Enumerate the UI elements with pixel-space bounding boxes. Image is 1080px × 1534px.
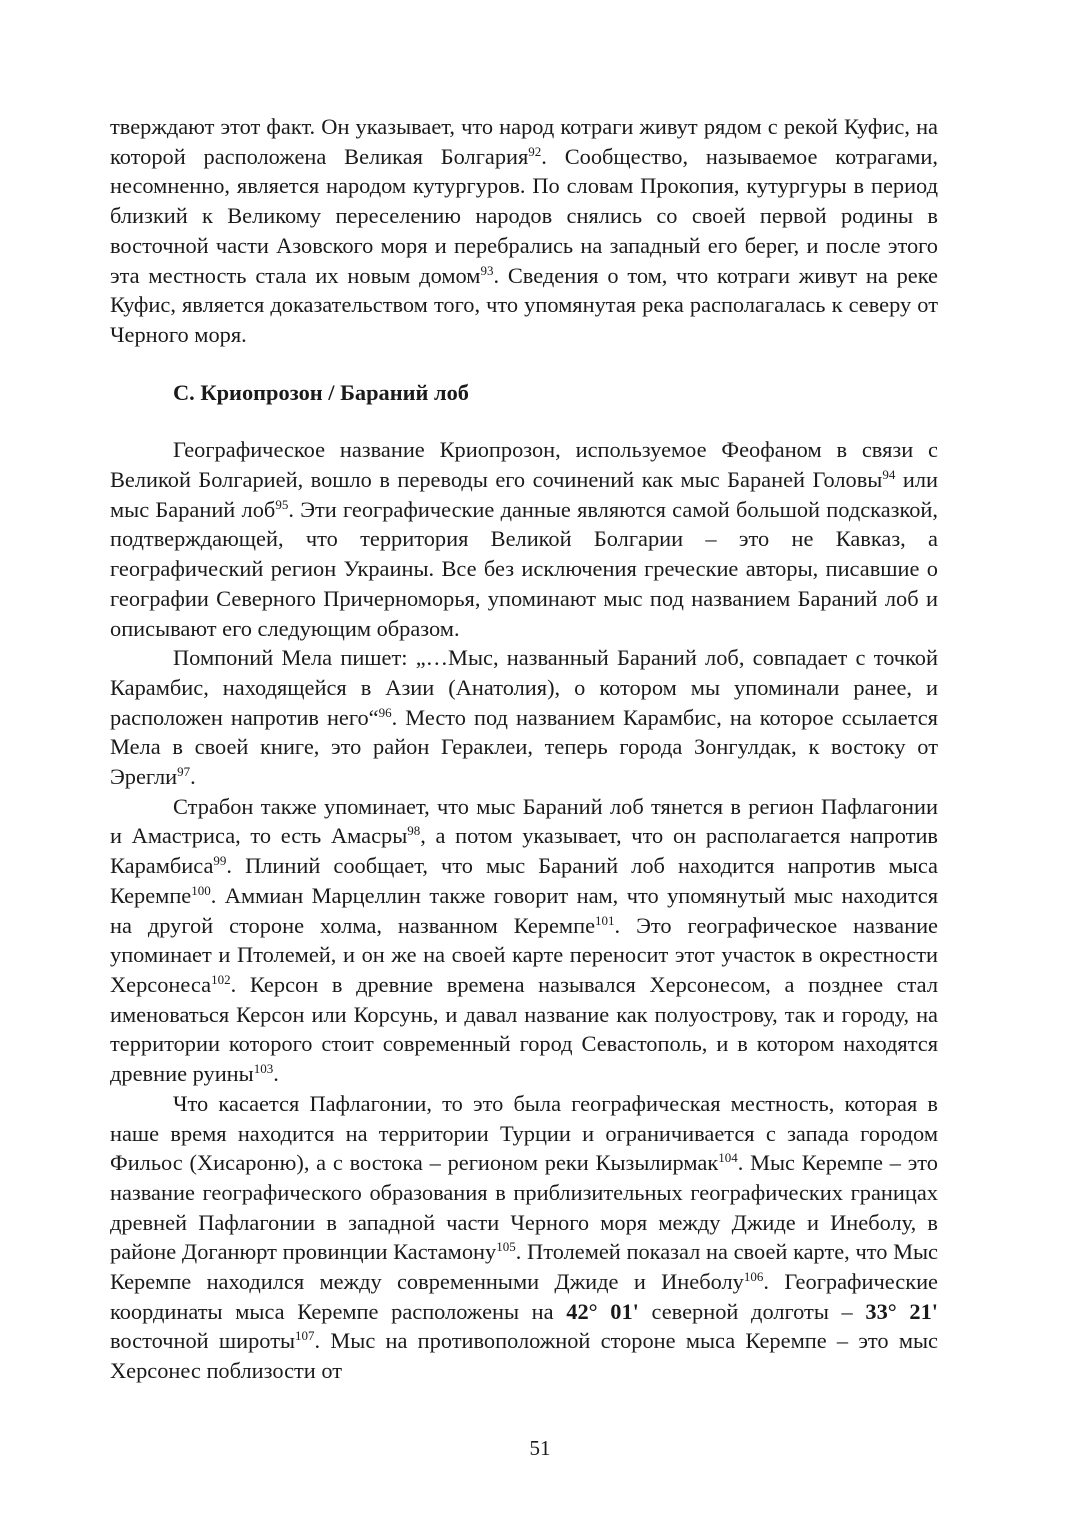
text-run: . Сведения о том, что котраги живут на реке Куфис, является доказательством того, что упомянутая река располагалась к северу от Черного моря.	[110, 262, 938, 347]
body-text	[110, 112, 938, 1386]
coordinate-latitude: 42° 01'	[566, 1298, 639, 1324]
text-run: . Птолемей показал на своей карте, что Мыс Керемпе находился между современными Джиде и Инеболу	[110, 1239, 938, 1295]
paragraph	[110, 792, 938, 1089]
footnote-ref-103: 103	[253, 1061, 274, 1077]
text-run: северной долготы –	[638, 1298, 866, 1324]
text-run: . Географические координаты мыса Керемпе расположены на	[110, 1269, 938, 1324]
text-run: . Это географическое название упоминает и Птолемей, и он же на своей карте переносит этот участок в окрестности Херсонеса	[110, 912, 938, 997]
text-run: . Аммиан Марцеллин также говорит нам, что упомянутый мыс находится на другой стороне холма, названном Керемпе	[110, 882, 938, 938]
footnote-ref-92: 92	[528, 143, 542, 159]
text-run: . Плиний сообщает, что мыс Бараний лоб находится напротив мыса Керемпе	[110, 853, 938, 908]
footnote-ref-105: 105	[496, 1239, 516, 1255]
text-run: Географическое название Криопрозон, используемое Феофаном в связи с Великой Болгарией, вошло в переводы его сочинений как мыс Бараней Головы	[110, 437, 938, 493]
text-run: .	[273, 1061, 279, 1087]
coordinate-longitude: 33° 21'	[865, 1298, 938, 1324]
text-run: . Эти географические данные являются самой большой подсказкой, подтверждающей, что территория Великой Болгарии – это не Кавказ, а географический регион Украины. Все без исключения греческие авторы, писавшие о географии Северного Причерноморья, упоминают мыс под названием Бараний лоб и описывают его следующим образом.	[110, 496, 939, 641]
footnote-ref-97: 97	[177, 764, 191, 780]
text-run: . Керсон в древние времена назывался Херсонесом, а позднее стал именоваться Керсон или Корсунь, и давал название как полуострову, так и городу, на территории которого стоит современный город Севастополь, и в котором находятся древние руины	[110, 971, 938, 1087]
text-run: . Мыс Керемпе – это название географического образования в приблизительных географических границах древней Пафлагонии в западной части Черного моря между Джиде и Инеболу, в районе Доганюрт провинции Кастамону	[110, 1150, 938, 1265]
paragraph	[110, 435, 938, 643]
paragraph	[110, 643, 938, 792]
text-run: восточной широты	[110, 1328, 296, 1354]
footnote-ref-104: 104	[718, 1150, 738, 1166]
text-run: Что касается Пафлагонии, то это была географическая местность, которая в наше время находится на территории Турции и ограничивается с запада городом Фильос (Хисароню), а с востока – регионом реки Кызылирмак	[110, 1090, 938, 1176]
footnote-ref-102: 102	[211, 972, 231, 988]
footnote-ref-101: 101	[595, 912, 615, 928]
text-run: Страбон также упоминает, что мыс Бараний лоб тянется в регион Пафлагонии и Амастриса, то есть Амасры	[110, 793, 938, 849]
footnote-ref-96: 96	[378, 704, 392, 720]
footnote-ref-106: 106	[743, 1269, 764, 1285]
footnote-ref-95: 95	[275, 496, 289, 512]
text-run: . Место под названием Карамбис, на которое ссылается Мела в своей книге, это район Гераклеи, теперь города Зонгулдак, к востоку от Эрегли	[110, 704, 938, 790]
paragraph-continued	[110, 112, 938, 350]
paragraph	[110, 1089, 938, 1386]
text-run: , а потом указывает, что он располагается напротив Карамбиса	[110, 823, 938, 879]
page-number: 51	[529, 1436, 551, 1460]
text-run: Помпоний Мела пишет: „…Мыс, названный Бараний лоб, совпадает с точкой Карамбис, находящейся в Азии (Анатолия), о котором мы упоминали ранее, и расположен напротив него“	[110, 645, 938, 730]
footnote-ref-94: 94	[882, 467, 896, 483]
footnote-ref-100: 100	[191, 883, 211, 899]
text-run: или мыс Бараний лоб	[110, 467, 938, 522]
footnote-ref-107: 107	[295, 1328, 315, 1344]
section-heading: C. Криопрозон / Бараний лоб	[173, 379, 469, 405]
text-run: .	[190, 764, 196, 790]
text-run: . Сообщество, называемое котрагами, несомненно, является народом кутургуров. По словам Прокопия, кутургуры в период близкий к Великому переселению народов снялись со своей первой родины в восточной части Азовского моря и перебрались на западный его берег, и после этого эта местность стала их новым домом	[110, 143, 938, 288]
footnote-ref-93: 93	[480, 262, 494, 278]
text-run: тверждают этот факт. Он указывает, что народ котраги живут рядом с рекой Куфис, на которой расположена Великая Болгария	[110, 114, 938, 169]
footnote-ref-98: 98	[407, 823, 421, 839]
text-run: . Мыс на противоположной стороне мыса Керемпе – это мыс Херсонес поблизости от	[110, 1328, 938, 1384]
footnote-ref-99: 99	[213, 853, 227, 869]
